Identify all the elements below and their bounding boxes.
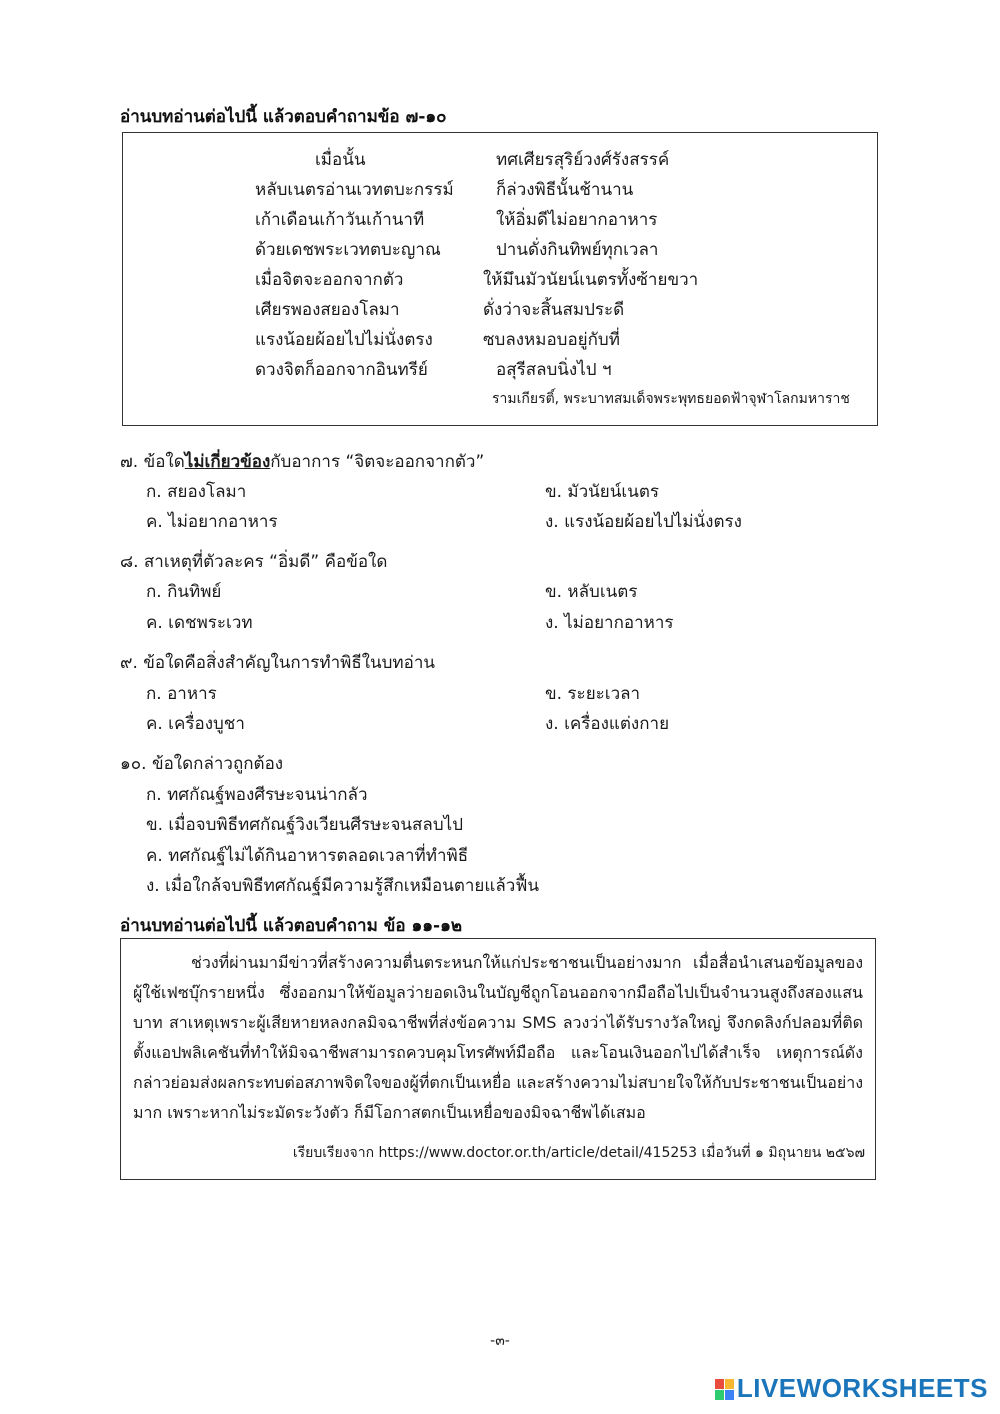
q7-option-d[interactable]: ง. แรงน้อยผ้อยไปไม่นั่งตรง bbox=[545, 512, 742, 532]
poem-left-8: ดวงจิตก็ออกจากอินทรีย์ bbox=[255, 360, 428, 380]
q7-option-c[interactable]: ค. ไม่อยากอาหาร bbox=[146, 512, 278, 532]
q10-option-a[interactable]: ก. ทศกัณฐ์พองศีรษะจนน่ากลัว bbox=[146, 785, 368, 805]
article-source: เรียบเรียงจาก https://www.doctor.or.th/article/detail/415253 เมื่อวันที่ ๑ มิถุนายน ๒๕๖๗ bbox=[292, 1145, 865, 1161]
logo-tile-2 bbox=[725, 1379, 734, 1389]
liveworksheets-logo[interactable] bbox=[715, 1373, 988, 1404]
poem-left-4: ด้วยเดชพระเวทตบะญาณ bbox=[255, 240, 441, 260]
q9-option-d[interactable]: ง. เครื่องแต่งกาย bbox=[545, 714, 670, 734]
question-7-post: กับอาการ “จิตจะออกจากตัว” bbox=[270, 452, 485, 472]
q10-option-c[interactable]: ค. ทศกัณฐ์ไม่ได้กินอาหารตลอดเวลาที่ทำพิธี bbox=[146, 846, 469, 866]
poem-right-3: ให้อิ่มดีไม่อยากอาหาร bbox=[496, 210, 658, 230]
q8-option-a[interactable]: ก. กินทิพย์ bbox=[146, 582, 222, 602]
q9-option-b[interactable]: ข. ระยะเวลา bbox=[545, 684, 641, 704]
q9-option-c[interactable]: ค. เครื่องบูชา bbox=[146, 714, 245, 734]
poem-right-4: ปานดั่งกินทิพย์ทุกเวลา bbox=[496, 240, 659, 260]
section1-heading: อ่านบทอ่านต่อไปนี้ แล้วตอบคำถามข้อ ๗-๑๐ bbox=[120, 107, 447, 127]
q7-option-a[interactable]: ก. สยองโลมา bbox=[146, 482, 247, 502]
liveworksheets-logo-icon bbox=[715, 1379, 733, 1399]
poem-left-1: เมื่อนั้น bbox=[315, 150, 366, 170]
poem-left-6: เศียรพองสยองโลมา bbox=[255, 300, 400, 320]
question-10: ๑๐. ข้อใดกล่าวถูกต้อง bbox=[120, 754, 284, 774]
poem-left-3: เก้าเดือนเก้าวันเก้านาที bbox=[255, 210, 425, 230]
poem-left-2: หลับเนตรอ่านเวทตบะกรรม์ bbox=[255, 180, 454, 200]
question-7-emphasis: ไม่เกี่ยวข้อง bbox=[184, 452, 271, 472]
poem-right-5: ให้มึนมัวนัยน์เนตรทั้งซ้ายขวา bbox=[483, 270, 699, 290]
q9-option-a[interactable]: ก. อาหาร bbox=[146, 684, 217, 704]
poem-left-7: แรงน้อยผ้อยไปไม่นั่งตรง bbox=[255, 330, 433, 350]
poem-right-2: ก็ล่วงพิธีนั้นช้านาน bbox=[496, 180, 634, 200]
poem-right-7: ซบลงหมอบอยู่กับที่ bbox=[483, 330, 620, 350]
q10-option-d[interactable]: ง. เมื่อใกล้จบพิธีทศกัณฐ์มีความรู้สึกเหมือนตายแล้วฟื้น bbox=[146, 876, 539, 896]
poem-right-8: อสุรีสลบนิ่งไป ฯ bbox=[496, 360, 612, 380]
logo-tile-1 bbox=[715, 1379, 724, 1389]
poem-credit: รามเกียรติ์, พระบาทสมเด็จพระพุทธยอดฟ้าจุฬาโลกมหาราช bbox=[492, 391, 850, 407]
poem-left-5: เมื่อจิตจะออกจากตัว bbox=[255, 270, 404, 290]
article-paragraph: ช่วงที่ผ่านมามีข่าวที่สร้างความตื่นตระหนกให้แก่ประชาชนเป็นอย่างมาก เมื่อสื่อนำเสนอข้อมูลของผู้ใช้เฟซบุ๊กรายหนึ่ง ซึ่งออกมาให้ข้อมูลว่ายอดเงินในบัญชีถูกโอนออกจากมือถือไปเป็นจำนวนสูงถึงสองแสนบาท สาเหตุเพราะผู้เสียหายหลงกลมิจฉาชีพที่ส่งข้อความ SMS ลวงว่าได้รับรางวัลใหญ่ จึงกดลิงก์ปลอมที่ติดตั้งแอปพลิเคชันที่ทำให้มิจฉาชีพสามารถควบคุมโทรศัพท์มือถือ และโอนเงินออกไปได้สำเร็จ เหตุการณ์ดังกล่าวย่อมส่งผลกระทบต่อสภาพจิตใจของผู้ที่ตกเป็นเหยื่อ และสร้างความไม่สบายใจให้กับประชาชนเป็นอย่างมาก เพราะหากไม่ระมัดระวังตัว ก็มีโอกาสตกเป็นเหยื่อของมิจฉาชีพได้เสมอ bbox=[133, 953, 863, 1122]
q8-option-d[interactable]: ง. ไม่อยากอาหาร bbox=[545, 613, 674, 633]
q8-option-b[interactable]: ข. หลับเนตร bbox=[545, 582, 638, 602]
logo-tile-3 bbox=[715, 1390, 724, 1400]
section2-heading: อ่านบทอ่านต่อไปนี้ แล้วตอบคำถาม ข้อ ๑๑-๑๒ bbox=[120, 916, 463, 936]
poem-right-1: ทศเศียรสุริย์วงศ์รังสรรค์ bbox=[496, 150, 670, 170]
q10-option-b[interactable]: ข. เมื่อจบพิธีทศกัณฐ์วิงเวียนศีรษะจนสลบไป bbox=[146, 815, 463, 835]
question-9: ๙. ข้อใดคือสิ่งสำคัญในการทำพิธีในบทอ่าน bbox=[120, 653, 435, 673]
q7-option-b[interactable]: ข. มัวนัยน์เนตร bbox=[545, 482, 659, 502]
q8-option-c[interactable]: ค. เดชพระเวท bbox=[146, 613, 253, 633]
page-number: -๓- bbox=[490, 1333, 510, 1349]
question-7 bbox=[120, 448, 484, 475]
logo-tile-4 bbox=[725, 1390, 734, 1400]
question-7-pre: ๗. ข้อใด bbox=[120, 452, 185, 472]
question-8: ๘. สาเหตุที่ตัวละคร “อิ่มดี” คือข้อใด bbox=[120, 552, 388, 572]
liveworksheets-logo-text: LIVEWORKSHEETS bbox=[736, 1373, 988, 1403]
poem-right-6: ดั่งว่าจะสิ้นสมประดี bbox=[483, 300, 625, 320]
